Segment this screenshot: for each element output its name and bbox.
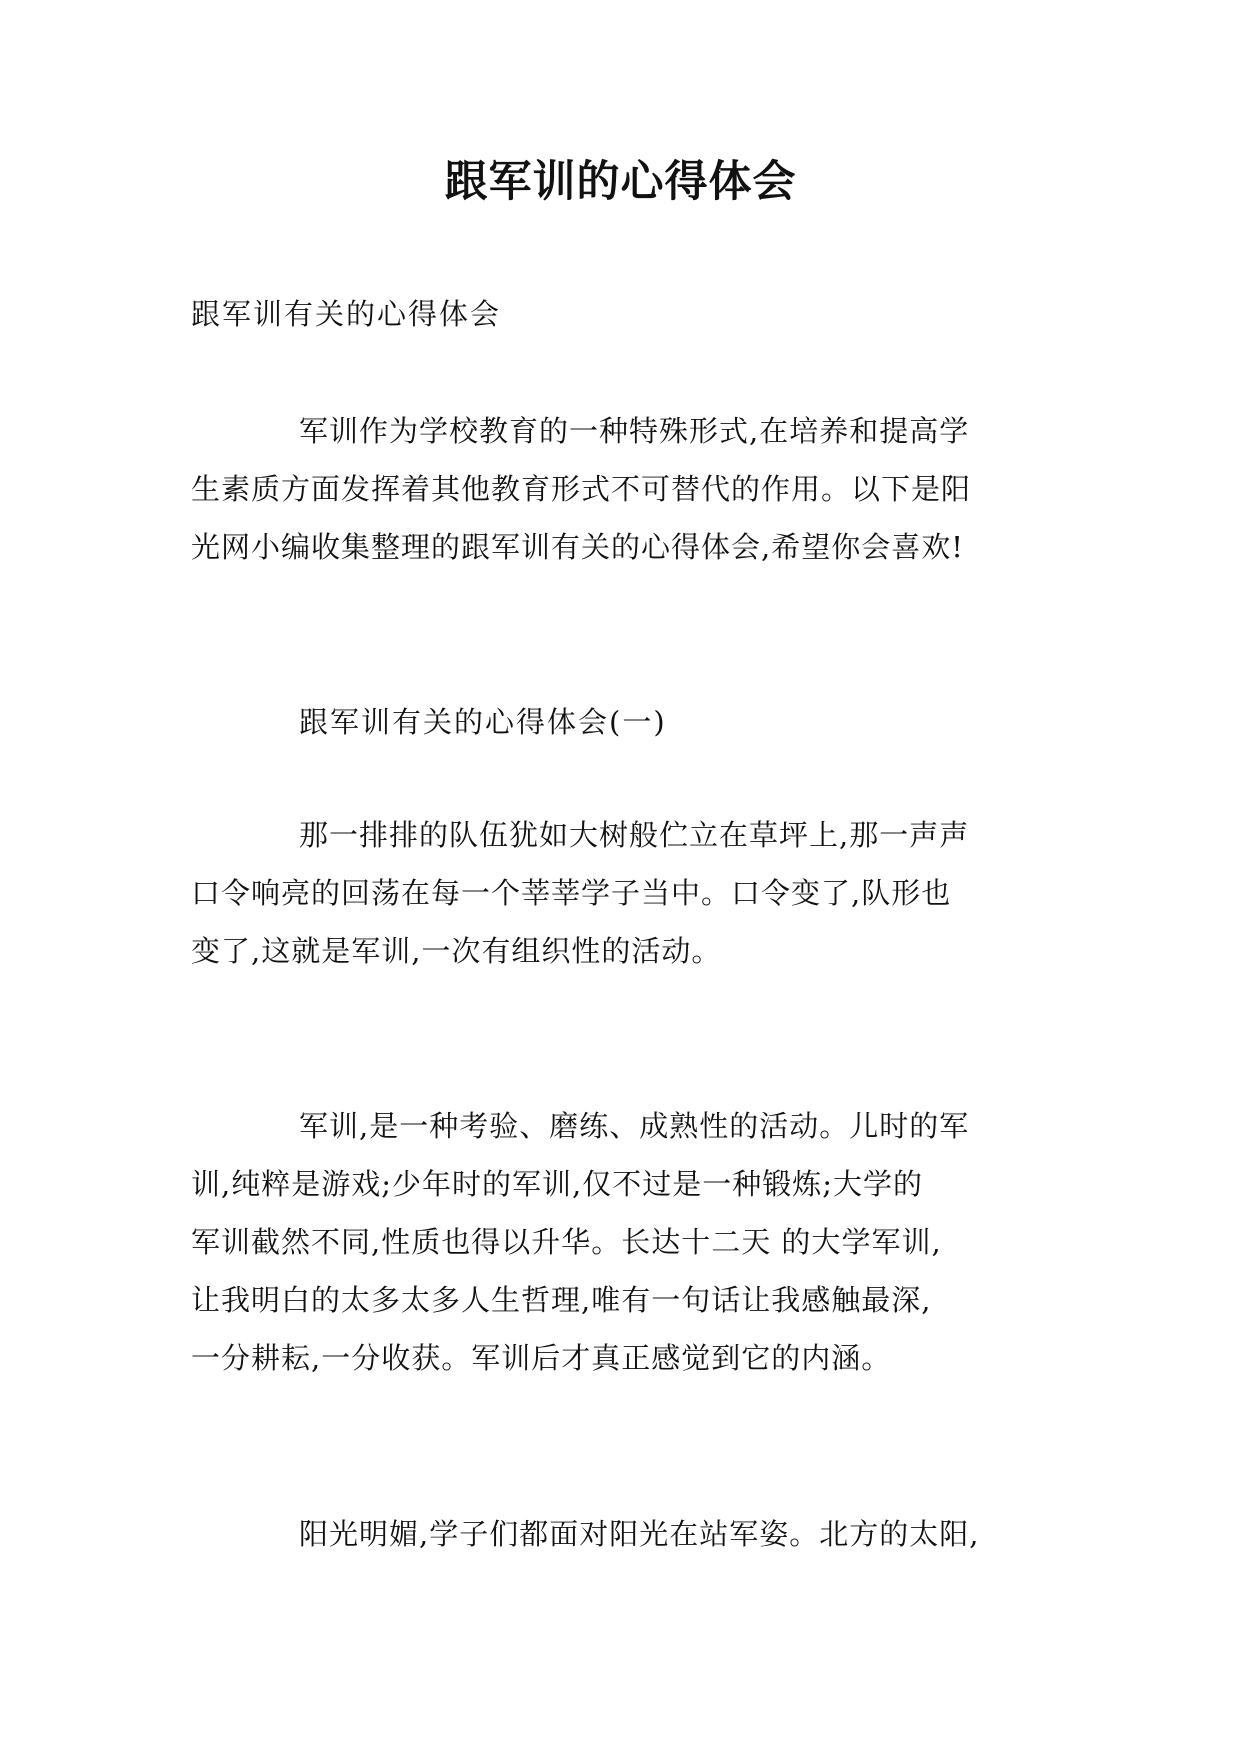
- document-subtitle: 跟军训有关的心得体会: [191, 297, 502, 331]
- intro-line: 生素质方面发挥着其他教育形式不可替代的作用。以下是阳: [191, 472, 972, 506]
- paragraph-line: 口令响亮的回荡在每一个莘莘学子当中。口令变了,队形也: [191, 876, 952, 910]
- paragraph-line: 那一排排的队伍犹如大树般伫立在草坪上,那一声声: [299, 818, 970, 852]
- paragraph-line: 一分耕耘,一分收获。军训后才真正感觉到它的内涵。: [191, 1341, 892, 1375]
- paragraph-line: 训,纯粹是游戏;少年时的军训,仅不过是一种锻炼;大学的: [191, 1167, 923, 1201]
- paragraph-line: 军训,是一种考验、磨练、成熟性的活动。儿时的军: [299, 1109, 970, 1143]
- paragraph-line: 军训截然不同,性质也得以升华。长达十二天 的大学军训,: [191, 1225, 942, 1259]
- paragraph-2: [191, 1097, 1061, 1387]
- paragraph-3: [191, 1505, 1061, 1563]
- section-heading: 跟军训有关的心得体会(一): [299, 705, 667, 739]
- intro-line: 光网小编收集整理的跟军训有关的心得体会,希望你会喜欢!: [191, 530, 964, 564]
- paragraph-line: 让我明白的太多太多人生哲理,唯有一句话让我感触最深,: [191, 1283, 932, 1317]
- document-title: 跟军训的心得体会: [444, 157, 797, 207]
- paragraph-line: 阳光明媚,学子们都面对阳光在站军姿。北方的太阳,: [299, 1517, 980, 1551]
- paragraph-1: [191, 806, 1061, 980]
- paragraph-line: 变了,这就是军训,一次有组织性的活动。: [191, 934, 722, 968]
- intro-paragraph: [191, 402, 1061, 576]
- intro-line: 军训作为学校教育的一种特殊形式,在培养和提高学: [299, 414, 970, 448]
